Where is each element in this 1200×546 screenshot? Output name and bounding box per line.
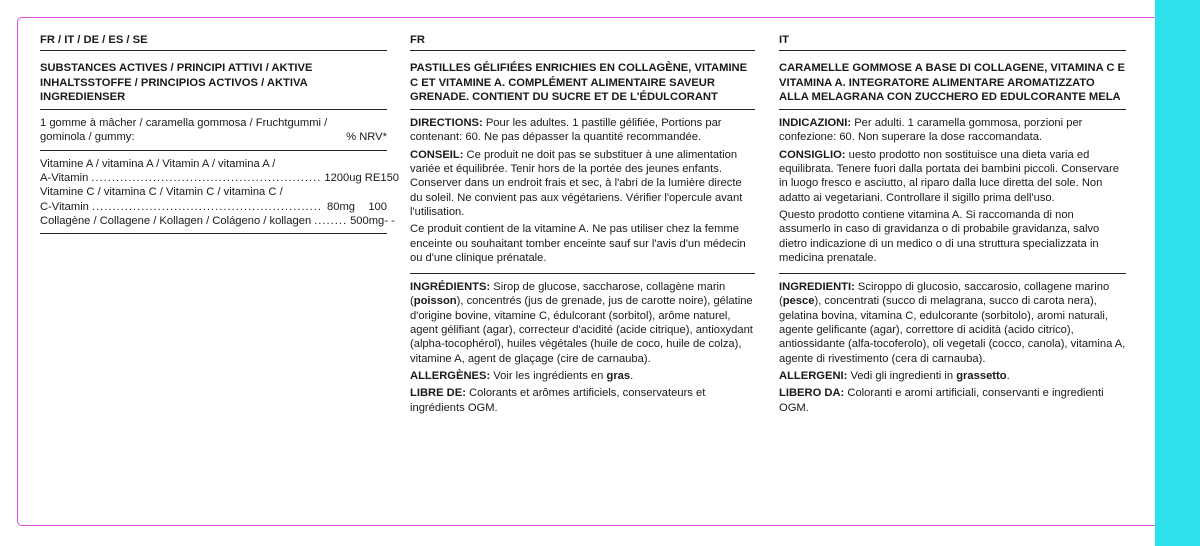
column-french: [410, 30, 755, 423]
serving-row: [40, 130, 387, 144]
directions-label: DIRECTIONS:: [410, 117, 483, 130]
advice-label: CONSEIL:: [410, 148, 464, 161]
nutrient-name-line: Vitamine A / vitamina A / Vitamin A / vitamina A /: [40, 157, 276, 170]
warning: Questo prodotto contiene vitamina A. Si raccomanda di non assumerlo in caso di gravidanza o di probabile gravidanza, salvo dietro indicazione di un medico o di una struttura specializzata in medicina prenatale.: [779, 208, 1100, 264]
usage-section: [410, 110, 755, 274]
allergens-bold: gras: [606, 369, 631, 382]
ingredients-text: ), concentrati (succo di melagrana, succo di carota nera), gelatina bovina, vitamina C, edulcorante (sorbitolo), aromi naturali, agente gelificante (agar), correttore di acidità (acido citrico), antiossidante (alfa-tocoferolo), oli vegetali (cocco, canola), vitamina A, agente di rivestimento (cera di carnauba).: [779, 295, 1126, 365]
ingredients-text: ), concentrés (jus de grenade, jus de carotte noire), gélatine d'origine bovine, vitamine C, édulcorant (sorbitol), arôme naturel, agent gélifiant (agar), correcteur d'acidité (acide citrique), antioxydant (alpha-tocophérol), huiles végétales (huile de coco, huile de colza), vitamine A, agent de glaçage (cire de carnauba).: [410, 295, 753, 365]
nutrient-row: [40, 200, 387, 214]
cyan-side-strip: [1155, 0, 1200, 546]
directions: [779, 116, 1126, 145]
free-from-text: Colorants et arômes artificiels, conservateurs et ingrédients OGM.: [410, 387, 706, 414]
serving-info: [40, 110, 387, 151]
leader-dots: ........................................................: [91, 200, 322, 213]
allergens-end: .: [630, 369, 634, 382]
nutrient-nrv: - -: [384, 214, 395, 227]
ingredients-text: Sirop de glucose, saccharose, collagène marin (: [410, 281, 726, 308]
usage-section: [779, 110, 1126, 274]
nutrient-name: A-Vitamin: [40, 172, 89, 185]
free-from-text: Coloranti e aromi artificiali, conservanti e ingredienti OGM.: [779, 387, 1104, 414]
ingredients-label: INGRÉDIENTS:: [410, 281, 491, 294]
allergens-end: .: [1006, 369, 1010, 382]
free-from-label: LIBERO DA:: [779, 387, 845, 400]
nutrient-nrv: 150: [380, 172, 400, 185]
allergens-text: Voir les ingrédients en: [490, 369, 607, 382]
allergen-highlight: pesce: [782, 295, 815, 308]
nrv-label: % NRV*: [346, 131, 387, 144]
directions-text: Per adulti. 1 caramella gommosa, porzioni per confezione: 60. Non superare la dose raccomandata.: [779, 117, 1083, 144]
ingredients: [410, 280, 755, 366]
allergens-text: Vedi gli ingredienti in: [847, 369, 957, 382]
allergens-bold: grassetto: [956, 369, 1007, 382]
advice-text: uesto prodotto non sostituisce una dieta varia ed equilibrata. Tenere fuori dalla portata dei bambini piccoli. Conservare in luogo fresco e asciutto, al riparo dalla luce diretta del sole. Non adatto ai vegetariani. Controllare il sigillo prima dell'uso.: [779, 148, 1119, 204]
directions-text: Pour les adultes. 1 pastille gélifiée, Portions par contenant: 60. Ne pas dépasser la quantité recommandée.: [410, 117, 722, 144]
nutrient-nrv: 100: [368, 200, 387, 213]
allergens: [410, 369, 755, 383]
free-from: [779, 386, 1126, 415]
column-header: FR: [410, 30, 755, 51]
nutrient-amount: 1200ug RE: [324, 172, 381, 185]
ingredients-section: [779, 274, 1126, 423]
allergens-label: ALLERGÈNES:: [410, 369, 491, 382]
free-from-label: LIBRE DE:: [410, 387, 466, 400]
nutrient-amount: 80mg: [327, 200, 355, 213]
advice: [410, 148, 755, 219]
advice-label: CONSIGLIO:: [779, 148, 846, 161]
allergens-label: ALLERGENI:: [779, 369, 848, 382]
warning: Ce produit contient de la vitamine A. Ne pas utiliser chez la femme enceinte ou souhaitant tomber enceinte sauf sur l'avis d'un médecin ou d'une clinique prénatale.: [410, 223, 746, 264]
allergen-highlight: poisson: [413, 295, 457, 308]
nutrient-row: [40, 214, 395, 228]
nutrition-table: [40, 151, 400, 234]
column-header: IT: [779, 30, 1126, 51]
nutrient-amount: 500mg: [350, 214, 385, 227]
directions-label: INDICAZIONI:: [779, 117, 852, 130]
free-from: [410, 386, 755, 415]
directions: [410, 116, 755, 145]
serving-line: gominola / gummy:: [40, 131, 135, 144]
column-italian: [779, 30, 1126, 423]
nutrient-name: Collagène / Collagene / Kollagen / Colágeno / kollagen: [40, 214, 312, 227]
allergens: [779, 369, 1126, 383]
ingredients-label: INGREDIENTI:: [779, 281, 855, 294]
advice-text: Ce produit ne doit pas se substituer à une alimentation variée et équilibrée. Tenir hors de la portée des jeunes enfants. Conserver dans un endroit frais et sec, à l'abri de la lumière directe du soleil. Ne convient pas aux végétariens. Vérifier l'opercule avant l'utilisation.: [410, 148, 743, 218]
ingredients-section: [410, 274, 755, 423]
column-header: FR / IT / DE / ES / SE: [40, 30, 387, 51]
section-title: SUBSTANCES ACTIVES / PRINCIPI ATTIVI / AKTIVE INHALTSSTOFFE / PRINCIPIOS ACTIVOS / AKTIVA INGREDIENSER: [40, 51, 387, 110]
column-active-substances: [40, 30, 400, 234]
serving-line: 1 gomme à mâcher / caramella gommosa / Fruchtgummi /: [40, 117, 328, 130]
leader-dots: ........: [314, 214, 348, 227]
nutrient-row: [40, 171, 400, 185]
ingredients-text: Sciroppo di glucosio, saccarosio, collagene marino (: [779, 281, 1110, 308]
ingredients: [779, 280, 1126, 366]
nutrient-name-line: Vitamine C / vitamina C / Vitamin C / vitamina C /: [40, 186, 283, 199]
product-title: PASTILLES GÉLIFIÉES ENRICHIES EN COLLAGÈNE, VITAMINE C ET VITAMINE A. COMPLÉMENT ALIMENTAIRE SAVEUR GRENADE. CONTIENT DU SUCRE ET DE L'ÉDULCORANT: [410, 51, 755, 110]
advice: [779, 148, 1126, 205]
nutrient-name: C-Vitamin: [40, 200, 89, 213]
leader-dots: ........................................................: [91, 172, 322, 185]
product-title: CARAMELLE GOMMOSE A BASE DI COLLAGENE, VITAMINA C E VITAMINA A. INTEGRATORE ALIMENTARE AROMATIZZATO ALLA MELAGRANA CON ZUCCHERO ED EDULCORANTE MELA: [779, 51, 1126, 110]
